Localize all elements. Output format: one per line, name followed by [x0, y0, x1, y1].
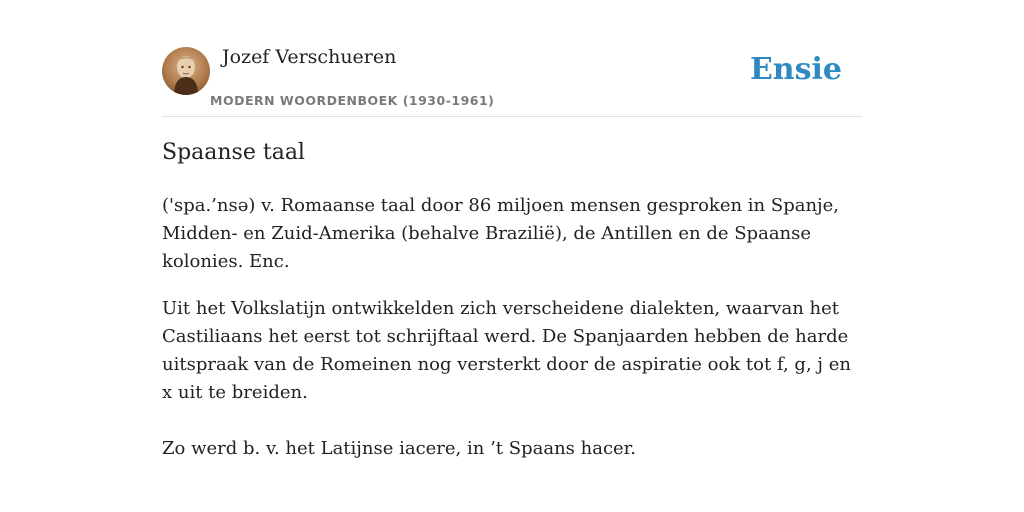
entry-paragraph: Uit het Volkslatijn ontwikkelden zich verscheidene dialekten, waarvan het Castiliaans het eerst tot schrijftaal werd. De Spanjaarden hebben de harde uitspraak van de Romeinen nog versterkt door de aspiratie ook tot f, g, j en x uit te breiden. [162, 298, 851, 403]
entry-paragraph: Zo werd b. v. het Latijnse iacere, in ’t Spaans hacer. [162, 438, 637, 459]
entry-body [162, 192, 862, 463]
source-label[interactable]: MODERN WOORDENBOEK (1930-1961) [210, 93, 495, 108]
author-avatar[interactable] [162, 47, 210, 95]
portrait-icon [162, 47, 210, 95]
author-name[interactable]: Jozef Verschueren [222, 46, 397, 68]
entry-paragraph: ('spa.’nsə) v. Romaanse taal door 86 miljoen mensen gesproken in Spanje, Midden- en Zuid-Amerika (behalve Brazilië), de Antillen en de Spaanse kolonies. Enc. [162, 195, 839, 272]
header [162, 0, 862, 117]
ensie-logo[interactable]: Ensie [749, 52, 842, 87]
entry-title: Spaanse taal [162, 140, 305, 165]
page-container [162, 0, 862, 459]
